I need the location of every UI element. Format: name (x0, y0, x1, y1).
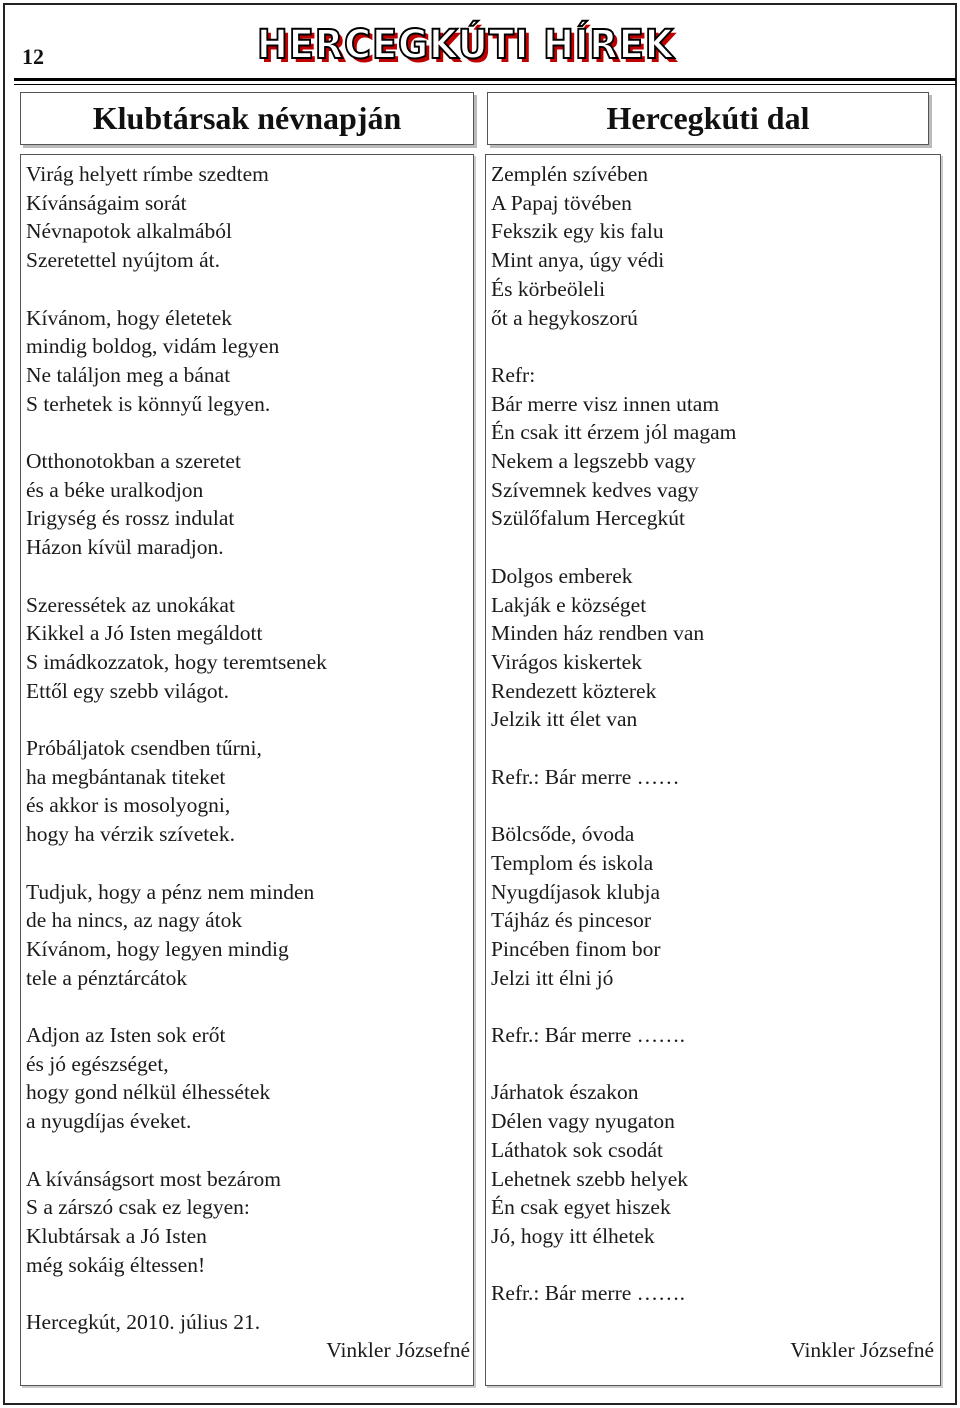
poem-line: Láthatok sok csodát (491, 1137, 663, 1162)
left-poem (26, 160, 470, 1337)
poem-line: Lehetnek szebb helyek (491, 1166, 688, 1191)
poem-line: Kívánságaim sorát (26, 190, 187, 215)
poem-line: Kívánom, hogy életetek (26, 305, 232, 330)
poem-line: Szeressétek az unokákat (26, 592, 235, 617)
poem-line: A Papaj tövében (491, 190, 632, 215)
poem-stanza (26, 1165, 470, 1280)
place-date: Hercegkút, 2010. július 21. (26, 1310, 261, 1334)
poem-line: Refr: (491, 362, 536, 387)
poem-line: A kívánságsort most bezárom (26, 1166, 281, 1191)
poem-line: Mint anya, úgy védi (491, 248, 665, 273)
poem-line: hogy gond nélkül élhessétek (26, 1080, 271, 1105)
poem-line: és akkor is mosolyogni, (26, 793, 231, 818)
poem-line: őt a hegykoszorú (491, 305, 638, 330)
masthead-rule-thin (14, 84, 956, 85)
poem-stanza (26, 878, 470, 993)
right-author-signature: Vinkler Józsefné (790, 1338, 934, 1362)
poem-line: Virágos kiskertek (491, 649, 642, 674)
poem-line: Minden ház rendben van (491, 621, 705, 646)
poem-line: Virág helyett rímbe szedtem (26, 162, 269, 186)
poem-line: Járhatok északon (491, 1080, 639, 1105)
poem-stanza (491, 1279, 937, 1308)
poem-line: Én csak itt érzem jól magam (491, 420, 737, 445)
poem-stanza (26, 591, 470, 706)
poem-line: Klubtársak a Jó Isten (26, 1223, 207, 1248)
poem-line: Jelzi itt élni jó (491, 965, 614, 990)
poem-line: Irigység és rossz indulat (26, 506, 235, 531)
poem-stanza (26, 1021, 470, 1136)
poem-line: Pincében finom bor (491, 936, 661, 961)
poem-line: Templom és iskola (491, 850, 654, 875)
poem-line: Házon kívül maradjon. (26, 535, 224, 560)
poem-line: Adjon az Isten sok erőt (26, 1023, 226, 1047)
poem-line: Kikkel a Jó Isten megáldott (26, 621, 263, 646)
poem-line: Szeretettel nyújtom át. (26, 248, 221, 273)
poem-line: Nekem a legszebb vagy (491, 449, 696, 474)
poem-line: Jelzik itt élet van (491, 707, 638, 732)
poem-stanza (26, 304, 470, 419)
poem-line: Bár merre visz innen utam (491, 391, 720, 416)
poem-line: Rendezett közterek (491, 678, 657, 703)
right-article-title: Hercegkúti dal (487, 92, 929, 145)
poem-stanza (491, 160, 937, 332)
poem-line: Szülőfalum Hercegkút (491, 506, 686, 531)
poem-line: mindig boldog, vidám legyen (26, 334, 280, 359)
poem-line: Tudjuk, hogy a pénz nem minden (26, 879, 315, 904)
poem-line: ha megbántanak titeket (26, 764, 226, 789)
poem-line: És körbeöleli (491, 276, 606, 301)
poem-line: Bölcsőde, óvoda (491, 822, 635, 847)
poem-line: Névnapotok alkalmából (26, 219, 232, 244)
poem-stanza (491, 361, 937, 533)
poem-line: Zemplén szívében (491, 162, 649, 186)
poem-line: és a béke uralkodjon (26, 477, 204, 502)
poem-line: Nyugdíjasok klubja (491, 879, 660, 904)
poem-line: Refr.: Bár merre ……. (491, 1023, 686, 1048)
poem-stanza (491, 562, 937, 734)
poem-line: Szívemnek kedves vagy (491, 477, 699, 502)
poem-line: Tájház és pincesor (491, 908, 651, 933)
poem-line: Ettől egy szebb világot. (26, 678, 230, 703)
poem-line: Kívánom, hogy legyen mindig (26, 936, 289, 961)
left-article-title: Klubtársak névnapján (20, 92, 474, 145)
masthead-rule (14, 78, 956, 81)
poem-line: és jó egészséget, (26, 1051, 169, 1076)
poem-line: Dolgos emberek (491, 563, 633, 588)
poem-line: Jó, hogy itt élhetek (491, 1223, 655, 1248)
poem-stanza (26, 160, 470, 275)
poem-stanza (491, 1078, 937, 1250)
poem-line: Refr.: Bár merre …… (491, 764, 680, 789)
poem-stanza (26, 734, 470, 849)
poem-line: Én csak egyet hiszek (491, 1195, 671, 1220)
poem-line: Fekszik egy kis falu (491, 219, 664, 244)
masthead-title: HERCEGKÚTI HÍREK (257, 22, 675, 68)
poem-line: S a zárszó csak ez legyen: (26, 1195, 250, 1220)
poem-line: Ne találjon meg a bánat (26, 362, 231, 387)
poem-line: tele a pénztárcátok (26, 965, 188, 990)
masthead (0, 18, 960, 74)
poem-line: még sokáig éltessen! (26, 1252, 206, 1277)
poem-line: Refr.: Bár merre ……. (491, 1281, 686, 1306)
poem-line: a nyugdíjas éveket. (26, 1109, 192, 1134)
poem-stanza (491, 820, 937, 992)
poem-line: S imádkozzatok, hogy teremtsenek (26, 649, 327, 674)
poem-stanza (491, 763, 937, 792)
poem-line: Délen vagy nyugaton (491, 1109, 675, 1134)
page-number: 12 (22, 44, 44, 69)
poem-line: Otthonotokban a szeretet (26, 449, 241, 473)
poem-line: S terhetek is könnyű legyen. (26, 391, 271, 416)
left-author-signature: Vinkler Józsefné (326, 1338, 470, 1362)
poem-stanza (26, 447, 470, 562)
poem-line: Próbáljatok csendben tűrni, (26, 736, 262, 760)
right-poem (491, 160, 937, 1337)
poem-line: hogy ha vérzik szívetek. (26, 822, 235, 847)
poem-line: de ha nincs, az nagy átok (26, 908, 243, 933)
poem-stanza (491, 1021, 937, 1050)
poem-line: Lakják e községet (491, 592, 647, 617)
